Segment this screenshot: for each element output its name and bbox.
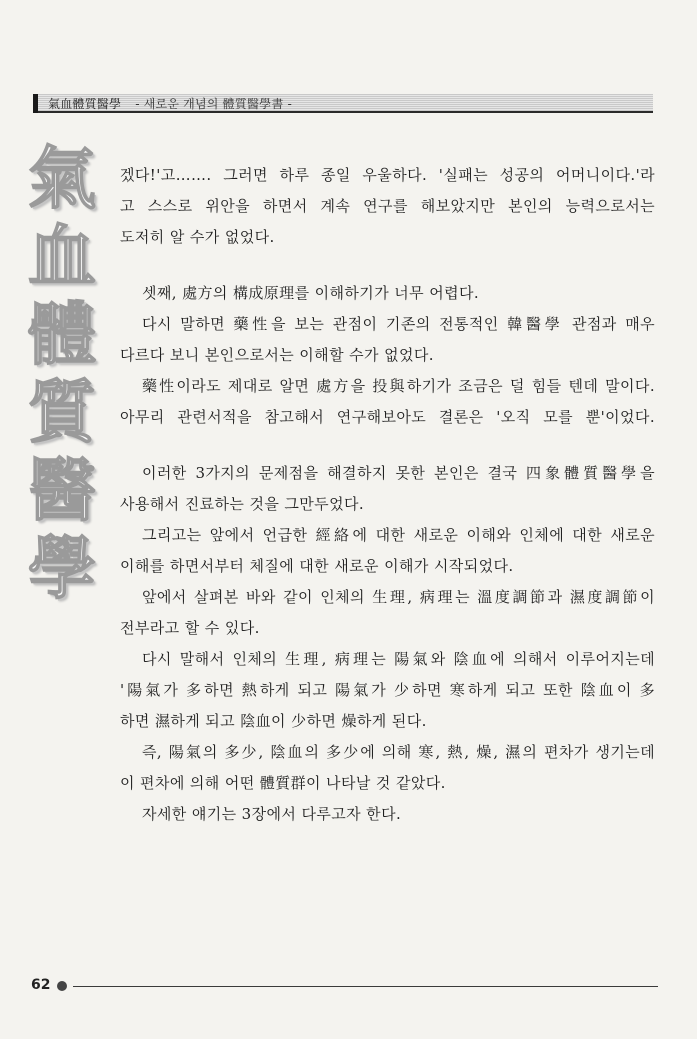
footer-rule (73, 986, 658, 987)
text-line: 아무리 관련서적을 참고해서 연구해보아도 결론은 '오직 모를 뿐'이었다. (120, 408, 655, 426)
paragraph-block (120, 278, 655, 433)
text-line: 이 편차에 의해 어떤 體質群이 나타날 것 같았다. (120, 774, 446, 792)
paragraph-block (120, 458, 655, 830)
page-bullet (57, 981, 67, 991)
body-text (120, 160, 655, 830)
paragraph-gap (120, 433, 655, 458)
text-line: 셋째, 處方의 構成原理를 이해하기가 너무 어렵다. (142, 284, 480, 302)
text-line: 다르다 보니 본인으로서는 이해할 수가 없었다. (120, 346, 434, 364)
text-line: 다시 말하면 藥性을 보는 관점이 기존의 전통적인 韓醫學 관점과 매우 (142, 315, 655, 333)
text-line: 하면 濕하게 되고 陰血이 少하면 燥하게 된다. (120, 712, 427, 730)
text-line: 즉, 陽氣의 多少, 陰血의 多少에 의해 寒, 熱, 燥, 濕의 편차가 생기는데 (142, 743, 655, 761)
running-header (48, 95, 292, 112)
paragraph-block (120, 160, 655, 253)
text-line: 도저히 알 수가 없었다. (120, 228, 275, 246)
side-title-char: 醫 (27, 451, 96, 531)
side-title-char: 氣 (27, 139, 96, 219)
side-title-char: 質 (27, 373, 96, 453)
text-line: 고 스스로 위안을 하면서 계속 연구를 해보았지만 본인의 능력으로서는 (120, 197, 655, 215)
text-line: 藥性이라도 제대로 알면 處方을 投與하기가 조금은 덜 힘들 텐데 말이다. (142, 377, 655, 395)
text-line: 그리고는 앞에서 언급한 經絡에 대한 새로운 이해와 인체에 대한 새로운 (142, 526, 655, 544)
text-line: 자세한 얘기는 3장에서 다루고자 한다. (142, 805, 402, 823)
text-line: 다시 말해서 인체의 生理, 病理는 陽氣와 陰血에 의해서 이루어지는데 (142, 650, 655, 668)
side-title-char: 學 (27, 529, 96, 609)
text-line: 겠다!'고……. 그러면 하루 종일 우울하다. '실패는 성공의 어머니이다.'라 (120, 166, 655, 184)
book-subtitle: - 새로운 개념의 體質醫學書 - (135, 97, 293, 111)
text-line: '陽氣가 多하면 熱하게 되고 陽氣가 少하면 寒하게 되고 또한 陰血이 多 (120, 681, 655, 699)
side-title-char: 體 (27, 295, 96, 375)
book-title: 氣血體質醫學 (48, 97, 122, 111)
text-line: 이러한 3가지의 문제점을 해결하지 못한 본인은 결국 四象體質醫學을 (142, 464, 655, 482)
page-number: 62 (31, 977, 51, 993)
text-line: 이해를 하면서부터 체질에 대한 새로운 이해가 시작되었다. (120, 557, 514, 575)
side-title-char: 血 (27, 217, 96, 297)
text-line: 전부라고 할 수 있다. (120, 619, 260, 637)
side-title-calligraphy (22, 140, 102, 608)
header-marker (33, 94, 38, 113)
paragraph-gap (120, 253, 655, 278)
text-line: 사용해서 진료하는 것을 그만두었다. (120, 495, 365, 513)
text-line: 앞에서 살펴본 바와 같이 인체의 生理, 病理는 溫度調節과 濕度調節이 (142, 588, 655, 606)
